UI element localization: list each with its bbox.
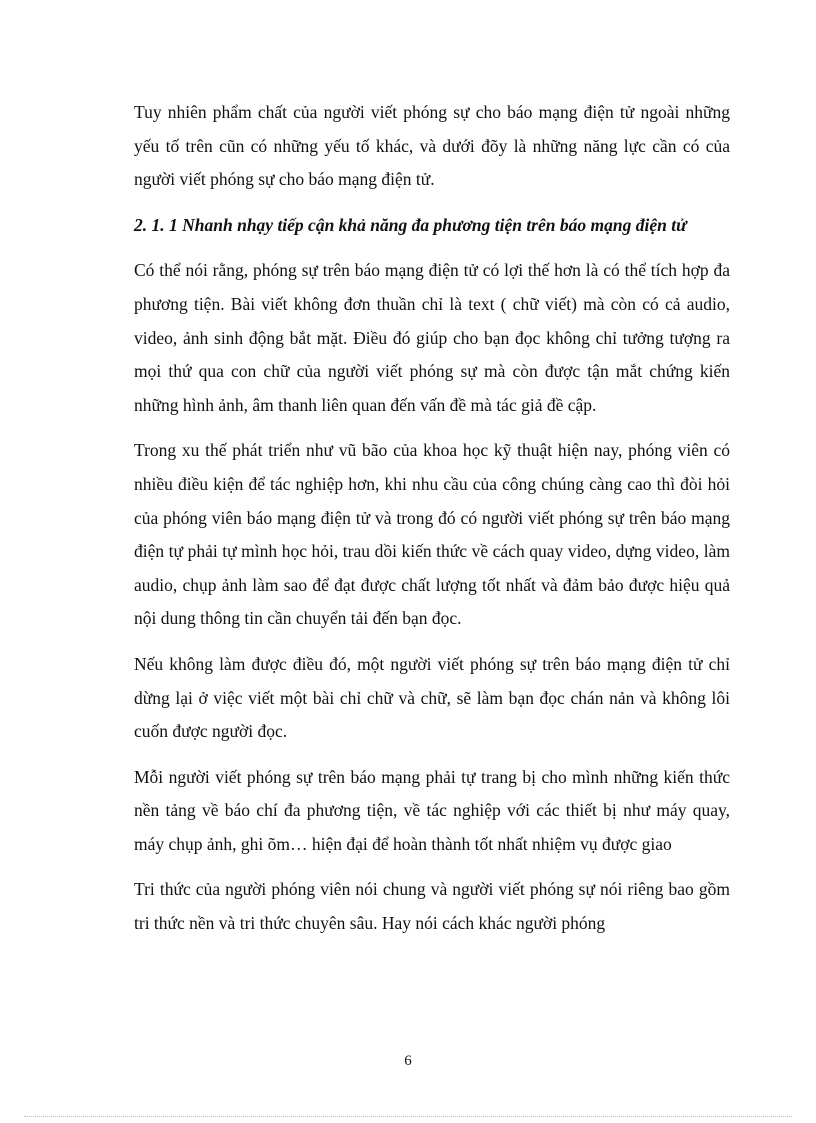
page-body xyxy=(134,96,730,953)
paragraph-consequence: Nếu không làm được điều đó, một người viết phóng sự trên báo mạng điện tử chỉ dừng lại ở việc viết một bài chỉ chữ và chữ, sẽ làm bạn đọc chán nản và không lôi cuốn được người đọc. xyxy=(134,653,730,742)
page-bottom-divider xyxy=(24,1116,792,1117)
paragraph-knowledge: Tri thức của người phóng viên nói chung và người viết phóng sự nói riêng bao gồm tri thức nền và tri thức chuyên sâu. Hay nói cách khác người phóng xyxy=(134,879,730,934)
paragraph-tech-trend: Trong xu thế phát triển như vũ bão của khoa học kỹ thuật hiện nay, phóng viên có nhiều điều kiện để tác nghiệp hơn, khi nhu cầu của công chúng càng cao thì đòi hỏi của phóng viên báo mạng điện tử và trong đó có người viết phóng sự trên báo mạng điện tự phải tự mình học hỏi, trau dồi kiến thức về cách quay video, dựng video, làm audio, chụp ảnh làm sao để đạt được chất lượng tốt nhất và đảm bảo được hiệu quả nội dung thông tin cần chuyển tải đến bạn đọc. xyxy=(134,440,730,629)
paragraph-intro: Tuy nhiên phẩm chất của người viết phóng sự cho báo mạng điện tử ngoài những yếu tố trên cũn có những yếu tố khác, và dưới đõy là những năng lực cần có của người viết phóng sự cho báo mạng điện tử. xyxy=(134,102,730,190)
paragraph-self-equip: Mỗi người viết phóng sự trên báo mạng phải tự trang bị cho mình những kiến thức nền tảng về báo chí đa phương tiện, về tác nghiệp với các thiết bị như máy quay, máy chụp ảnh, ghi õm… hiện đại để hoàn thành tốt nhất nhiệm vụ được giao xyxy=(134,766,730,854)
paragraph-multimedia-advantage: Có thể nói rằng, phóng sự trên báo mạng điện tử có lợi thế hơn là có thể tích hợp đa phương tiện. Bài viết không đơn thuần chỉ là text ( chữ viết) mà còn có cả audio, video, ảnh sinh động bắt mặt. Điều đó giúp cho bạn đọc không chỉ tưởng tượng ra mọi thứ qua con chữ của người viết phóng sự mà còn được tận mắt chứng kiến những hình ảnh, âm thanh liên quan đến vấn đề mà tác giả đề cập. xyxy=(134,260,730,415)
page-number: 6 xyxy=(404,1053,412,1069)
section-heading: 2. 1. 1 Nhanh nhạy tiếp cận khả năng đa phương tiện trên báo mạng điện tử xyxy=(134,214,687,235)
